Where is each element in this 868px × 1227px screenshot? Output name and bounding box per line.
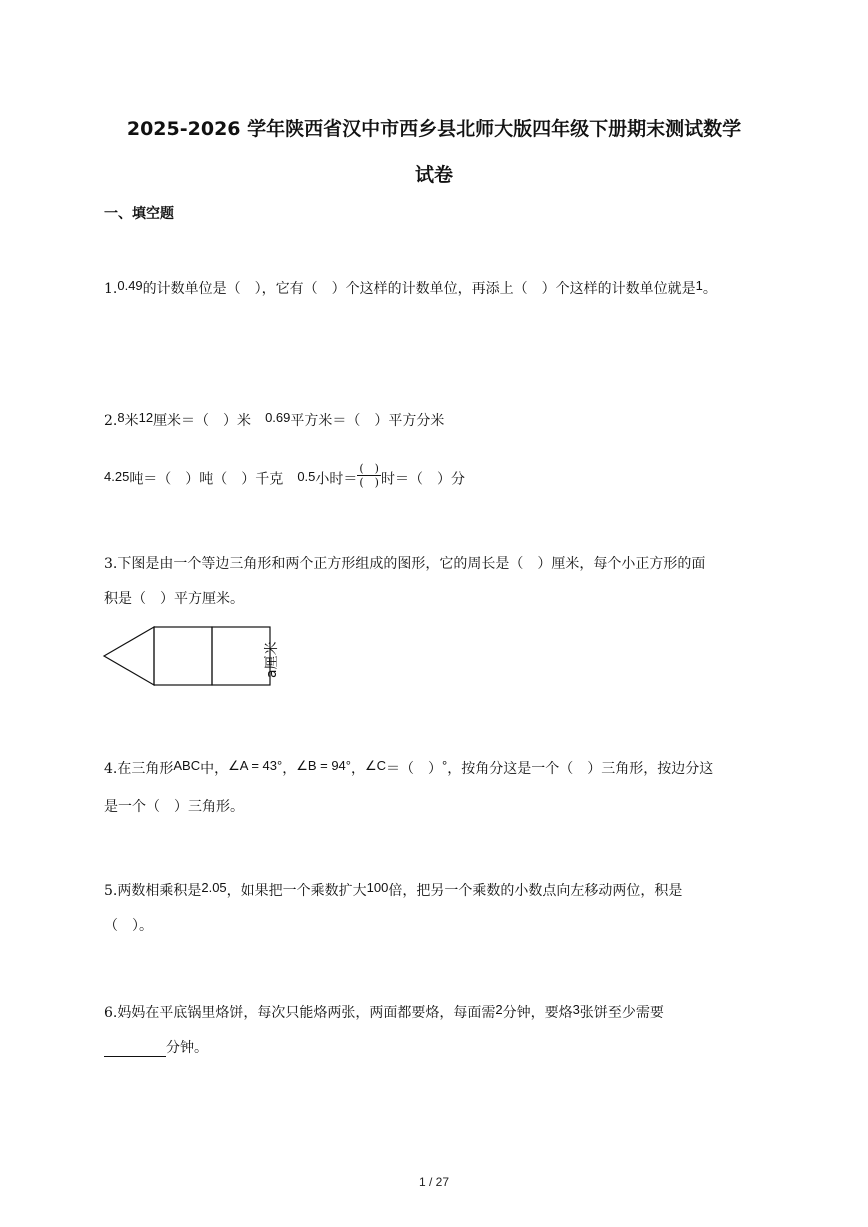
q2b-fraction-numerator: ( ) — [359, 462, 379, 475]
q1-text1: 的计数单位是（ ），它有（ ）个这样的计数单位，再添上（ ）个这样的计数单位就是 — [142, 281, 696, 297]
q2a-num2: 12 — [138, 410, 154, 425]
q5-num1: 2.05 — [201, 880, 227, 895]
page-number: 1 / 27 — [418, 1175, 450, 1189]
q2a-text3: 平方米＝（ ）平方分米 — [290, 413, 445, 429]
question-6-line2 — [104, 1037, 208, 1057]
question-5-line1 — [104, 880, 682, 900]
q2b-num2: 0.5 — [297, 468, 316, 484]
q5-num2: 100 — [366, 880, 389, 895]
question-3-line2: 积是（ ）平方厘米。 — [104, 591, 244, 607]
q6-prefix: 6.妈妈在平底锅里烙饼，每次只能烙两张，两面都要烙，每面需 — [104, 1005, 496, 1021]
q6-answer-blank[interactable] — [104, 1042, 166, 1057]
q4-angle-b: ∠B = 94 — [296, 758, 346, 773]
q3-figure-square-right — [212, 627, 270, 685]
q6-text2: 张饼至少需要 — [579, 1005, 664, 1021]
q2b-num1: 4.25 — [104, 468, 130, 484]
q3-figure — [100, 622, 300, 692]
q6-text3: 分钟。 — [166, 1040, 208, 1056]
q4-text5: ，按角分这是一个（ ）三角形，按边分这 — [447, 761, 714, 777]
question-2-line1 — [104, 410, 444, 430]
q4-num1: ABC — [173, 758, 201, 773]
q4-text1: 中， — [200, 761, 229, 777]
q2a-text1: 米 — [124, 413, 139, 429]
q4-text4: ＝（ ） — [386, 761, 443, 777]
q5-text1: ，如果把一个乘数扩大 — [226, 883, 367, 899]
q4-angle-c: ∠C — [365, 758, 387, 773]
q2a-text2: 厘米＝（ ）米 — [153, 413, 266, 429]
q2b-text1: 吨＝（ ）吨（ ）千克 — [129, 471, 298, 488]
q4-text3: ， — [351, 761, 365, 777]
q4-prefix: 4.在三角形 — [104, 761, 174, 777]
q3-figure-square-left — [154, 627, 212, 685]
question-4-line2: 是一个（ ）三角形。 — [104, 799, 244, 815]
q3-figure-side-label: a厘米 — [264, 641, 280, 678]
q4-degree2: ° — [345, 758, 351, 773]
q2a-prefix: 2. — [104, 413, 118, 429]
document-title-line2: 试卷 — [414, 164, 453, 186]
q1-text2: 。 — [702, 281, 717, 297]
q6-text1: 分钟，要烙 — [502, 1005, 573, 1021]
question-5-line2: （ ）。 — [104, 918, 153, 934]
q2b-fraction — [357, 462, 381, 489]
q3-figure-triangle — [104, 627, 154, 685]
q2a-num1: 8 — [117, 410, 125, 425]
q4-degree3: ° — [442, 758, 448, 773]
q1-prefix: 1. — [104, 281, 118, 297]
q1-num2: 1 — [695, 278, 703, 293]
question-1 — [104, 278, 717, 298]
q2b-text2: 小时＝ — [315, 471, 358, 488]
q4-text2: ， — [282, 761, 297, 777]
q2a-num3: 0.69 — [265, 410, 291, 425]
question-4-line1 — [104, 758, 713, 778]
q5-prefix: 5.两数相乘积是 — [104, 883, 202, 899]
question-3-line1: 3.下图是由一个等边三角形和两个正方形组成的图形，它的周长是（ ）厘米，每个小正方形的面 — [104, 556, 706, 572]
q6-num1: 2 — [495, 1002, 503, 1017]
q4-degree1: ° — [276, 758, 283, 773]
q5-text2: 倍，把另一个乘数的小数点向左移动两位，积是 — [388, 883, 683, 899]
question-2-line2 — [104, 462, 465, 493]
question-6-line1 — [104, 1002, 664, 1022]
q1-num1: 0.49 — [117, 278, 143, 293]
document-title-line1: 2025-2026 学年陕西省汉中市西乡县北师大版四年级下册期末测试数学 — [126, 118, 742, 140]
q2b-text3: 时＝（ ）分 — [380, 471, 465, 488]
q2b-fraction-denominator: ( ) — [359, 476, 379, 489]
q4-angle-a: ∠A = 43 — [228, 758, 277, 773]
q6-num2: 3 — [572, 1002, 580, 1017]
section-heading-fill-in: 一、填空题 — [104, 206, 174, 222]
